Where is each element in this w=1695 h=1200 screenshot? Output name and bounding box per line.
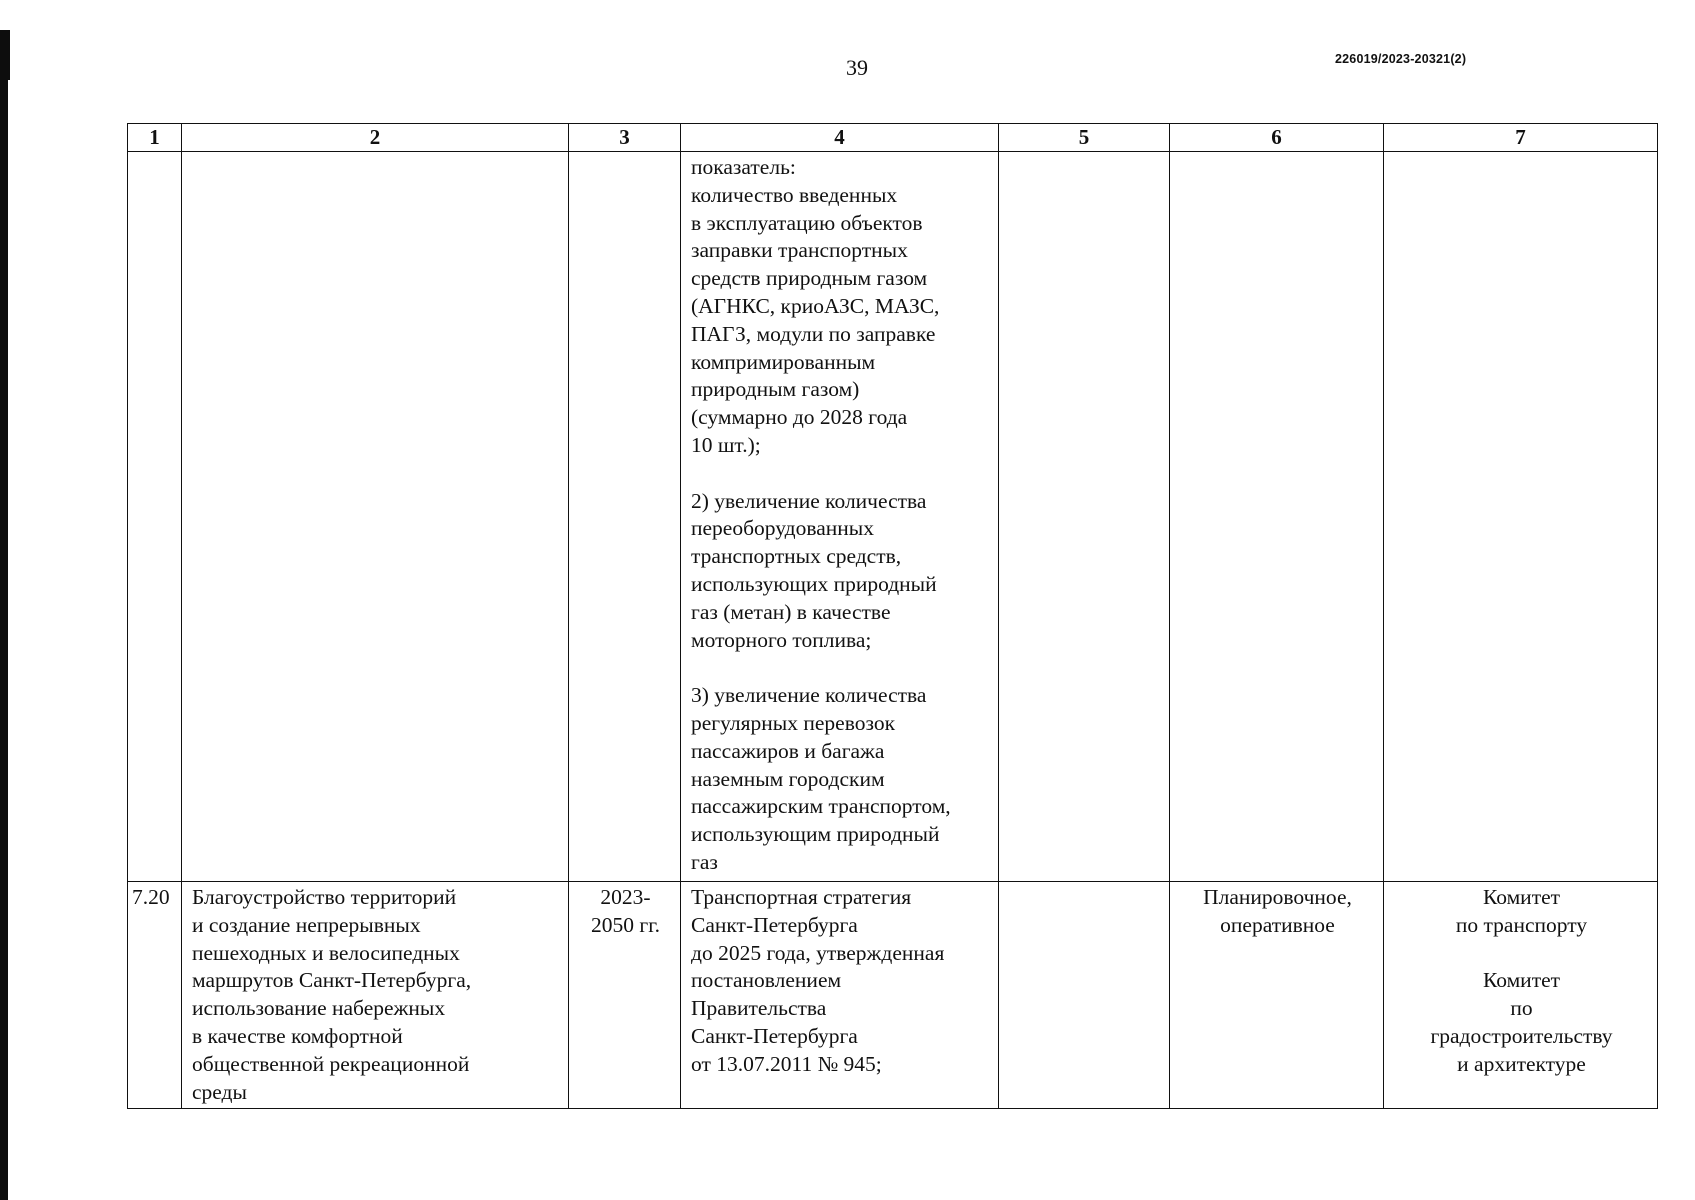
cell-col5 — [999, 882, 1170, 1109]
document-code: 226019/2023-20321(2) — [1335, 52, 1467, 66]
cell-indicators: показатель: количество введенных в эксплуатацию объектов заправки транспортных средств природным газом (АГНКС, криоАЗС, МАЗС, ПАГЗ, модули по заправке компримированным природным газом) (суммарно до 2028 года 10 шт.); 2) увеличение количества переоборудованных транспортных средств, использующих природный газ (метан) в качестве моторного топлива; 3) увеличение количества регулярных перевозок пассажиров и багажа наземным городским пассажирским транспортом, использующим природный газ — [681, 152, 999, 882]
cell-item-number — [128, 152, 182, 882]
cell-responsible: Комитет по транспорту Комитет по градостроительству и архитектуре — [1384, 882, 1658, 1109]
header-col-7: 7 — [1384, 124, 1658, 152]
table-row — [128, 152, 1658, 882]
cell-type — [1170, 152, 1384, 882]
cell-measure — [182, 152, 569, 882]
cell-responsible — [1384, 152, 1658, 882]
cell-period — [569, 152, 681, 882]
cell-item-number: 7.20 — [128, 882, 182, 1109]
table-header-row — [128, 124, 1658, 152]
cell-period: 2023- 2050 гг. — [569, 882, 681, 1109]
scan-edge-top — [0, 30, 10, 80]
header-col-1: 1 — [128, 124, 182, 152]
table-row — [128, 882, 1658, 1109]
header-col-6: 6 — [1170, 124, 1384, 152]
measures-table — [127, 123, 1658, 1109]
page-number: 39 — [846, 55, 868, 80]
scan-edge — [0, 30, 8, 1200]
cell-col5 — [999, 152, 1170, 882]
cell-type: Планировочное, оперативное — [1170, 882, 1384, 1109]
header-col-2: 2 — [182, 124, 569, 152]
cell-measure: Благоустройство территорий и создание непрерывных пешеходных и велосипедных маршрутов Санкт-Петербурга, использование набережных в качестве комфортной общественной рекреационной среды — [182, 882, 569, 1109]
header-col-5: 5 — [999, 124, 1170, 152]
header-col-4: 4 — [681, 124, 999, 152]
header-col-3: 3 — [569, 124, 681, 152]
cell-indicators: Транспортная стратегия Санкт-Петербурга до 2025 года, утвержденная постановлением Правительства Санкт-Петербурга от 13.07.2011 № 945; — [681, 882, 999, 1109]
